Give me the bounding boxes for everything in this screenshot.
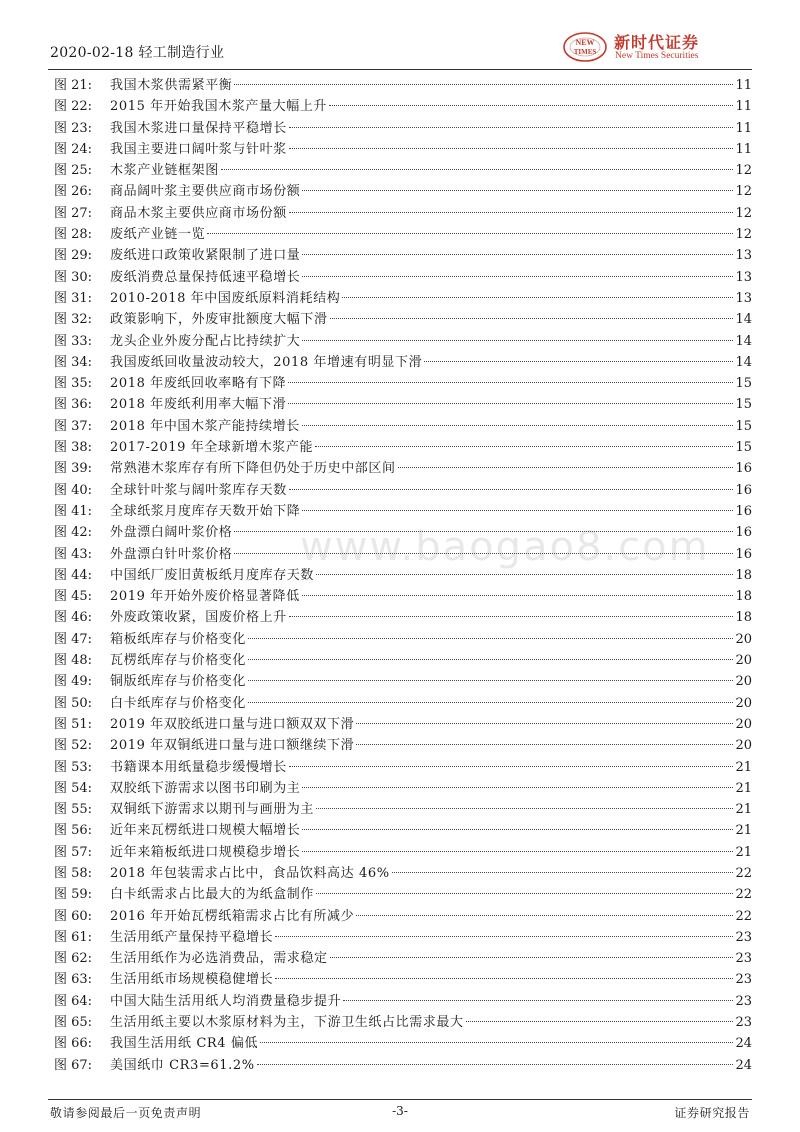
figure-title[interactable]: 商品木浆主要供应商市场份额 bbox=[110, 205, 287, 221]
dot-leader bbox=[302, 340, 733, 341]
figure-label: 图 49: bbox=[54, 674, 93, 690]
figure-label: 图 47: bbox=[54, 631, 93, 647]
toc-entry[interactable] bbox=[48, 309, 752, 330]
figure-label: 图 43: bbox=[54, 546, 93, 562]
dot-leader bbox=[248, 702, 733, 703]
company-logo bbox=[562, 28, 752, 68]
dot-leader bbox=[289, 127, 734, 128]
toc-entry[interactable] bbox=[48, 394, 752, 415]
figure-label: 图 61: bbox=[54, 929, 93, 945]
figure-label: 图 22: bbox=[54, 99, 93, 115]
page-ref[interactable]: 16 bbox=[735, 482, 752, 498]
toc-entry[interactable] bbox=[48, 416, 752, 437]
figure-title[interactable]: 我国废纸回收量波动较大，2018 年增速有明显下滑 bbox=[110, 354, 423, 370]
toc-entry[interactable] bbox=[48, 757, 752, 778]
figure-label: 图 27: bbox=[54, 205, 93, 221]
page-ref[interactable]: 15 bbox=[735, 418, 752, 434]
figure-label: 图 33: bbox=[54, 333, 93, 349]
dot-leader bbox=[207, 233, 733, 234]
toc-entry[interactable] bbox=[48, 267, 752, 288]
figure-list bbox=[48, 75, 752, 1076]
dot-leader bbox=[356, 744, 733, 745]
page-ref[interactable]: 20 bbox=[735, 674, 752, 690]
page-ref[interactable]: 20 bbox=[735, 695, 752, 711]
figure-title[interactable]: 商品阔叶浆主要供应商市场份额 bbox=[110, 184, 301, 200]
page-ref[interactable]: 23 bbox=[735, 1015, 752, 1031]
toc-entry[interactable] bbox=[48, 735, 752, 756]
page-ref[interactable]: 21 bbox=[735, 759, 752, 775]
figure-label: 图 29: bbox=[54, 248, 93, 264]
dot-leader bbox=[315, 446, 733, 447]
figure-title[interactable]: 政策影响下，外废审批额度大幅下滑 bbox=[110, 312, 328, 328]
toc-entry[interactable] bbox=[48, 203, 752, 224]
page-ref[interactable]: 14 bbox=[735, 354, 752, 370]
dot-leader bbox=[302, 829, 733, 830]
figure-title[interactable]: 我国木浆供需紧平衡 bbox=[110, 78, 233, 93]
figure-title[interactable]: 2010-2018 年中国废纸原料消耗结构 bbox=[110, 290, 341, 306]
figure-label: 图 40: bbox=[54, 482, 93, 498]
page-ref[interactable]: 12 bbox=[735, 227, 752, 243]
figure-title[interactable]: 外盘漂白针叶浆价格 bbox=[110, 546, 233, 562]
toc-entry[interactable] bbox=[48, 501, 752, 522]
figure-label: 图 54: bbox=[54, 780, 93, 796]
figure-label: 图 28: bbox=[54, 227, 93, 243]
figure-label: 图 60: bbox=[54, 908, 93, 924]
dot-leader bbox=[342, 297, 733, 298]
figure-title[interactable]: 近年来箱板纸进口规模稳步增长 bbox=[110, 844, 301, 860]
figure-label: 图 25: bbox=[54, 163, 93, 179]
figure-title[interactable]: 近年来瓦楞纸进口规模大幅增长 bbox=[110, 823, 301, 839]
figure-title[interactable]: 龙头企业外废分配占比持续扩大 bbox=[110, 333, 301, 349]
dot-leader bbox=[302, 254, 733, 255]
toc-entry[interactable] bbox=[48, 884, 752, 905]
page-ref[interactable]: 23 bbox=[735, 951, 752, 967]
dot-leader bbox=[248, 659, 733, 660]
dot-leader bbox=[424, 361, 733, 362]
figure-label: 图 34: bbox=[54, 354, 93, 370]
page-ref[interactable]: 20 bbox=[735, 631, 752, 647]
page-ref[interactable]: 18 bbox=[735, 567, 752, 583]
page-ref[interactable]: 20 bbox=[735, 653, 752, 669]
figure-title[interactable]: 2016 年开始瓦楞纸箱需求占比有所减少 bbox=[110, 908, 355, 924]
page-ref[interactable]: 18 bbox=[735, 589, 752, 605]
figure-title[interactable]: 常熟港木浆库存有所下降但仍处于历史中部区间 bbox=[110, 461, 396, 477]
toc-entry[interactable] bbox=[48, 331, 752, 352]
page-ref[interactable]: 13 bbox=[735, 248, 752, 264]
dot-leader bbox=[289, 148, 734, 149]
toc-entry[interactable] bbox=[48, 1055, 752, 1076]
page-ref[interactable]: 11 bbox=[735, 99, 752, 115]
figure-title[interactable]: 瓦楞纸库存与价格变化 bbox=[110, 653, 247, 669]
dot-leader bbox=[302, 510, 733, 511]
figure-label: 图 66: bbox=[54, 1036, 93, 1052]
dot-leader bbox=[329, 105, 733, 106]
dot-leader bbox=[302, 787, 733, 788]
page-ref[interactable]: 12 bbox=[735, 205, 752, 221]
figure-title[interactable]: 2015 年开始我国木浆产量大幅上升 bbox=[110, 99, 328, 115]
toc-entry[interactable] bbox=[48, 671, 752, 692]
toc-entry[interactable] bbox=[48, 373, 752, 394]
figure-label: 图 39: bbox=[54, 461, 93, 477]
figure-label: 图 21: bbox=[54, 78, 93, 93]
figure-title[interactable]: 书籍课本用纸量稳步缓慢增长 bbox=[110, 759, 287, 775]
toc-entry[interactable] bbox=[48, 863, 752, 884]
toc-entry[interactable] bbox=[48, 224, 752, 245]
page-header bbox=[48, 28, 752, 68]
figure-label: 图 58: bbox=[54, 865, 93, 881]
page-ref[interactable]: 11 bbox=[735, 78, 752, 93]
toc-entry[interactable] bbox=[48, 480, 752, 501]
toc-entry[interactable] bbox=[48, 118, 752, 139]
page-ref[interactable]: 15 bbox=[735, 397, 752, 413]
dot-leader bbox=[398, 467, 734, 468]
figure-label: 图 24: bbox=[54, 141, 93, 157]
dot-leader bbox=[288, 382, 733, 383]
dot-leader bbox=[248, 680, 733, 681]
toc-entry[interactable] bbox=[48, 139, 752, 160]
page-number: -3- bbox=[392, 1104, 408, 1118]
page-ref[interactable]: 13 bbox=[735, 290, 752, 306]
disclaimer-note: 敬请参阅最后一页免责声明 bbox=[50, 1106, 202, 1120]
dot-leader bbox=[343, 1000, 733, 1001]
figure-title[interactable]: 废纸消费总量保持低速平稳增长 bbox=[110, 269, 301, 285]
figure-title[interactable]: 白卡纸需求占比最大的为纸盒制作 bbox=[110, 887, 315, 903]
toc-entry[interactable] bbox=[48, 181, 752, 202]
page-ref[interactable]: 15 bbox=[735, 440, 752, 456]
watermark: www.baogao8.com bbox=[300, 524, 710, 570]
dot-leader bbox=[356, 723, 733, 724]
company-name-cn: 新时代证券 bbox=[614, 33, 700, 52]
figure-title[interactable]: 中国大陆生活用纸人均消费量稳步提升 bbox=[110, 993, 342, 1009]
figure-title[interactable]: 双胶纸下游需求以图书印刷为主 bbox=[110, 780, 301, 796]
figure-title[interactable]: 白卡纸库存与价格变化 bbox=[110, 695, 247, 711]
dot-leader bbox=[316, 574, 733, 575]
dot-leader bbox=[302, 190, 733, 191]
figure-label: 图 37: bbox=[54, 418, 93, 434]
page-ref[interactable]: 22 bbox=[735, 865, 752, 881]
figure-label: 图 23: bbox=[54, 120, 93, 136]
dot-leader bbox=[275, 978, 733, 979]
page-ref[interactable]: 14 bbox=[735, 312, 752, 328]
footer-divider bbox=[48, 1099, 752, 1100]
figure-label: 图 48: bbox=[54, 653, 93, 669]
company-name-en: New Times Securities bbox=[615, 51, 699, 61]
figure-label: 图 41: bbox=[54, 503, 93, 519]
figure-title[interactable]: 美国纸巾 CR3=61.2% bbox=[110, 1057, 255, 1073]
figure-label: 图 50: bbox=[54, 695, 93, 711]
toc-entry[interactable] bbox=[48, 948, 752, 969]
figure-title[interactable]: 箱板纸库存与价格变化 bbox=[110, 631, 247, 647]
dot-leader bbox=[392, 872, 734, 873]
page-ref[interactable]: 21 bbox=[735, 802, 752, 818]
figure-title[interactable]: 中国纸厂废旧黄板纸月度库存天数 bbox=[110, 567, 315, 583]
figure-title[interactable]: 全球针叶浆与阔叶浆库存天数 bbox=[110, 482, 287, 498]
toc-entry[interactable] bbox=[48, 607, 752, 628]
toc-entry[interactable] bbox=[48, 245, 752, 266]
figure-title[interactable]: 铜版纸库存与价格变化 bbox=[110, 674, 247, 690]
figure-label: 图 30: bbox=[54, 269, 93, 285]
toc-entry[interactable] bbox=[48, 544, 752, 565]
page-ref[interactable]: 14 bbox=[735, 333, 752, 349]
dot-leader bbox=[234, 553, 733, 554]
figure-title[interactable]: 全球纸浆月度库存天数开始下降 bbox=[110, 503, 301, 519]
figure-label: 图 35: bbox=[54, 376, 93, 392]
dot-leader bbox=[466, 1021, 734, 1022]
toc-entry[interactable] bbox=[48, 693, 752, 714]
page-ref[interactable]: 21 bbox=[735, 844, 752, 860]
dot-leader bbox=[289, 212, 734, 213]
dot-leader bbox=[356, 915, 733, 916]
toc-entry[interactable] bbox=[48, 778, 752, 799]
dot-leader bbox=[330, 957, 734, 958]
svg-text:TIMES: TIMES bbox=[573, 48, 597, 56]
toc-entry[interactable] bbox=[48, 927, 752, 948]
svg-text:NEW: NEW bbox=[575, 38, 595, 47]
figure-label: 图 31: bbox=[54, 290, 93, 306]
dot-leader bbox=[248, 638, 733, 639]
toc-entry[interactable] bbox=[48, 565, 752, 586]
toc-entry[interactable] bbox=[48, 650, 752, 671]
figure-title[interactable]: 外盘漂白阔叶浆价格 bbox=[110, 525, 233, 541]
page-footer bbox=[48, 1104, 752, 1122]
figure-title[interactable]: 废纸产业链一览 bbox=[110, 227, 206, 243]
header-divider bbox=[48, 69, 752, 70]
toc-entry[interactable] bbox=[48, 586, 752, 607]
toc-entry[interactable] bbox=[48, 714, 752, 735]
figure-label: 图 64: bbox=[54, 993, 93, 1009]
figure-title[interactable]: 2019 年双铜纸进口量与进口额继续下滑 bbox=[110, 738, 355, 754]
figure-label: 图 32: bbox=[54, 312, 93, 328]
page-ref[interactable]: 16 bbox=[735, 461, 752, 477]
figure-label: 图 52: bbox=[54, 738, 93, 754]
figure-label: 图 62: bbox=[54, 951, 93, 967]
toc-entry[interactable] bbox=[48, 75, 752, 96]
dot-leader bbox=[316, 808, 733, 809]
toc-entry[interactable] bbox=[48, 1033, 752, 1054]
figure-title[interactable]: 生活用纸作为必选消费品，需求稳定 bbox=[110, 951, 328, 967]
figure-title[interactable]: 双铜纸下游需求以期刊与画册为主 bbox=[110, 802, 315, 818]
figure-title[interactable]: 废纸进口政策收紧限制了进口量 bbox=[110, 248, 301, 264]
toc-entry[interactable] bbox=[48, 1012, 752, 1033]
dot-leader bbox=[302, 276, 733, 277]
dot-leader bbox=[302, 851, 733, 852]
figure-label: 图 63: bbox=[54, 972, 93, 988]
page-ref[interactable]: 23 bbox=[735, 929, 752, 945]
page-ref[interactable]: 15 bbox=[735, 376, 752, 392]
toc-entry[interactable] bbox=[48, 799, 752, 820]
figure-label: 图 67: bbox=[54, 1057, 93, 1073]
dot-leader bbox=[260, 1042, 733, 1043]
dot-leader bbox=[302, 595, 734, 596]
figure-title[interactable]: 木浆产业链框架图 bbox=[110, 163, 219, 179]
figure-label: 图 26: bbox=[54, 184, 93, 200]
page-ref[interactable]: 18 bbox=[735, 610, 752, 626]
toc-entry[interactable] bbox=[48, 522, 752, 543]
dot-leader bbox=[302, 425, 734, 426]
dot-leader bbox=[234, 531, 733, 532]
figure-label: 图 51: bbox=[54, 716, 93, 732]
figure-label: 图 44: bbox=[54, 567, 93, 583]
figure-label: 图 65: bbox=[54, 1015, 93, 1031]
toc-entry[interactable] bbox=[48, 352, 752, 373]
toc-entry[interactable] bbox=[48, 458, 752, 479]
page-ref[interactable]: 20 bbox=[735, 716, 752, 732]
page-ref[interactable]: 16 bbox=[735, 503, 752, 519]
figure-label: 图 42: bbox=[54, 525, 93, 541]
page-ref[interactable]: 16 bbox=[735, 546, 752, 562]
toc-entry[interactable] bbox=[48, 437, 752, 458]
figure-label: 图 56: bbox=[54, 823, 93, 839]
toc-entry[interactable] bbox=[48, 288, 752, 309]
figure-label: 图 57: bbox=[54, 844, 93, 860]
toc-entry[interactable] bbox=[48, 991, 752, 1012]
dot-leader bbox=[316, 893, 733, 894]
figure-title[interactable]: 我国木浆进口量保持平稳增长 bbox=[110, 120, 287, 136]
page-ref[interactable]: 24 bbox=[735, 1036, 752, 1052]
figure-title[interactable]: 2018 年包装需求占比中，食品饮料高达 46% bbox=[110, 865, 390, 881]
page-ref[interactable]: 21 bbox=[735, 780, 752, 796]
figure-label: 图 36: bbox=[54, 397, 93, 413]
figure-label: 图 38: bbox=[54, 440, 93, 456]
figure-title[interactable]: 外废政策收紧，国废价格上升 bbox=[110, 610, 287, 626]
page-ref[interactable]: 11 bbox=[735, 120, 752, 136]
figure-title[interactable]: 生活用纸产量保持平稳增长 bbox=[110, 929, 274, 945]
toc-entry[interactable] bbox=[48, 969, 752, 990]
figure-title[interactable]: 2018 年废纸利用率大幅下滑 bbox=[110, 397, 287, 413]
page-ref[interactable]: 12 bbox=[735, 163, 752, 179]
dot-leader bbox=[275, 936, 733, 937]
page-ref[interactable]: 13 bbox=[735, 269, 752, 285]
new-times-badge-icon bbox=[562, 30, 608, 64]
page-ref[interactable]: 20 bbox=[735, 738, 752, 754]
page-ref[interactable]: 21 bbox=[735, 823, 752, 839]
figure-label: 图 45: bbox=[54, 589, 93, 605]
figure-label: 图 53: bbox=[54, 759, 93, 775]
toc-entry[interactable] bbox=[48, 906, 752, 927]
report-type: 证券研究报告 bbox=[674, 1106, 750, 1120]
toc-entry[interactable] bbox=[48, 629, 752, 650]
figure-title[interactable]: 我国主要进口阔叶浆与针叶浆 bbox=[110, 141, 287, 157]
page-ref[interactable]: 23 bbox=[735, 972, 752, 988]
page-ref[interactable]: 24 bbox=[735, 1057, 752, 1073]
figure-label: 图 59: bbox=[54, 887, 93, 903]
page-ref[interactable]: 11 bbox=[735, 141, 752, 157]
figure-title[interactable]: 2018 年中国木浆产能持续增长 bbox=[110, 418, 300, 434]
dot-leader bbox=[288, 403, 733, 404]
toc-entry[interactable] bbox=[48, 842, 752, 863]
figure-title[interactable]: 我国生活用纸 CR4 偏低 bbox=[110, 1036, 259, 1052]
figure-label: 图 55: bbox=[54, 802, 93, 818]
figure-title[interactable]: 2017-2019 年全球新增木浆产能 bbox=[110, 440, 314, 456]
dot-leader bbox=[234, 84, 733, 85]
dot-leader bbox=[289, 616, 734, 617]
page-ref[interactable]: 16 bbox=[735, 525, 752, 541]
page-ref[interactable]: 12 bbox=[735, 184, 752, 200]
toc-entry[interactable] bbox=[48, 820, 752, 841]
dot-leader bbox=[330, 318, 734, 319]
figure-title[interactable]: 生活用纸市场规模稳健增长 bbox=[110, 972, 274, 988]
report-date-industry: 2020-02-18 轻工制造行业 bbox=[50, 45, 225, 61]
dot-leader bbox=[257, 1064, 734, 1065]
page-ref[interactable]: 23 bbox=[735, 993, 752, 1009]
figure-title[interactable]: 2018 年废纸回收率略有下降 bbox=[110, 376, 287, 392]
toc-entry[interactable] bbox=[48, 96, 752, 117]
page-ref[interactable]: 22 bbox=[735, 887, 752, 903]
figure-label: 图 46: bbox=[54, 610, 93, 626]
figure-title[interactable]: 2019 年双胶纸进口量与进口额双双下滑 bbox=[110, 716, 355, 732]
dot-leader bbox=[289, 766, 734, 767]
page-ref[interactable]: 22 bbox=[735, 908, 752, 924]
dot-leader bbox=[289, 489, 734, 490]
figure-title[interactable]: 生活用纸主要以木浆原材料为主，下游卫生纸占比需求最大 bbox=[110, 1015, 464, 1031]
toc-entry[interactable] bbox=[48, 160, 752, 181]
figure-title[interactable]: 2019 年开始外废价格显著降低 bbox=[110, 589, 300, 605]
dot-leader bbox=[221, 169, 734, 170]
